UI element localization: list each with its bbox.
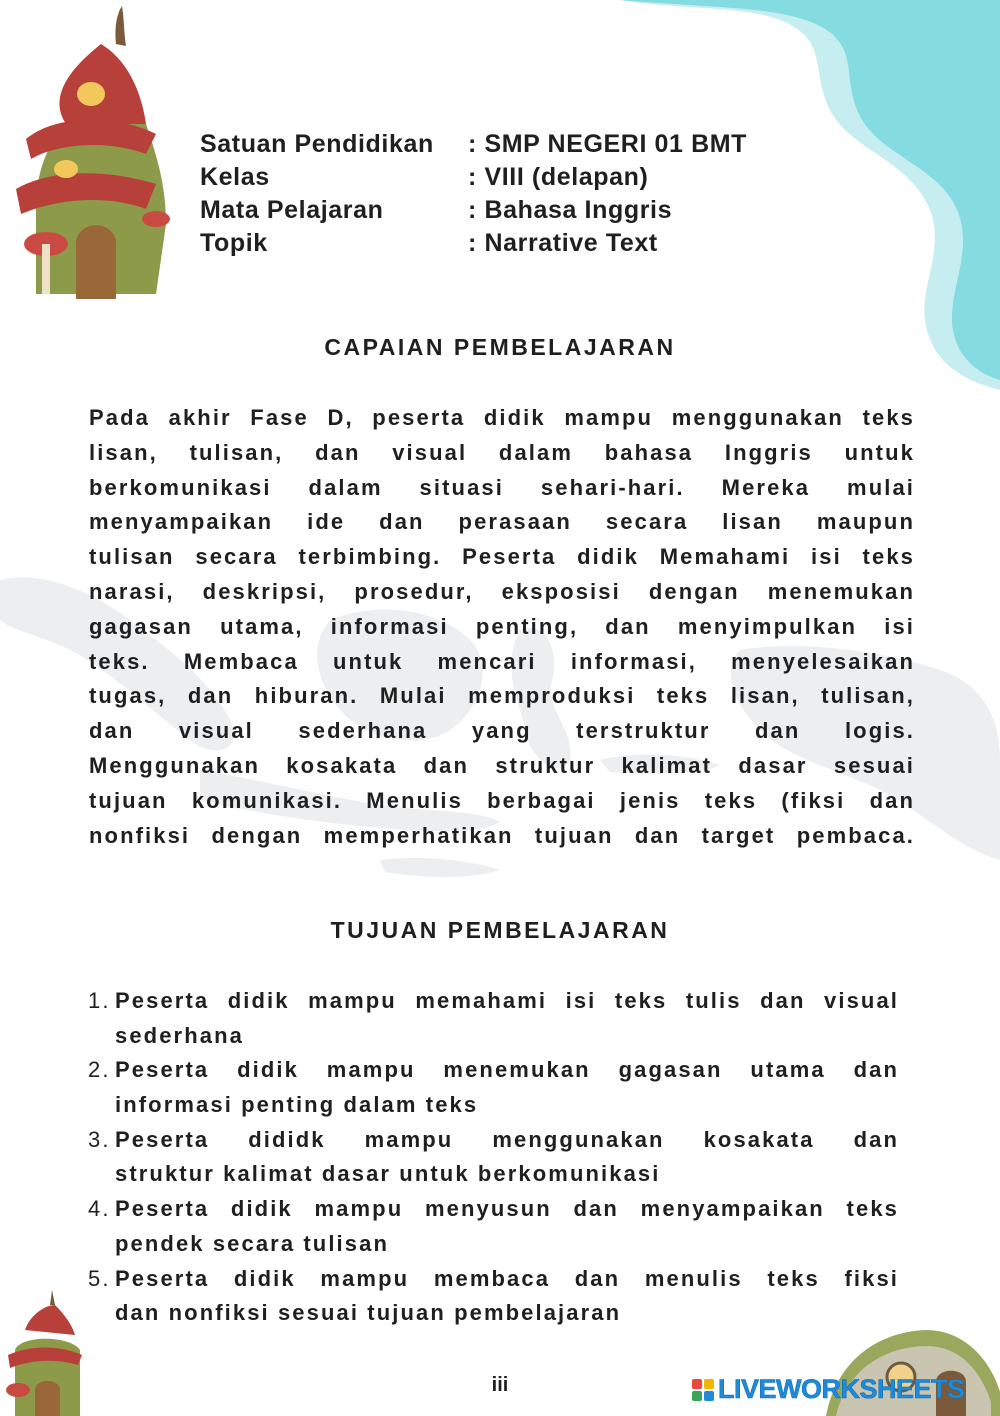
paragraph-line: berkomunikasi dalam situasi sehari-hari. Mereka mulai [89,474,915,500]
header-label: Topik [200,229,268,257]
page-number: iii [491,1374,509,1396]
header-row-topik [200,227,747,260]
header-value: : SMP NEGERI 01 BMT [468,130,748,158]
item-number: 4. [88,1196,111,1222]
mushroom-house-icon [0,1290,85,1416]
list-item [88,1192,899,1261]
paragraph-line: nonfiksi dengan memperhatikan tujuan dan target pembaca. [89,822,915,848]
item-text [115,1262,899,1331]
capaian-title: CAPAIAN PEMBELAJARAN [324,334,676,360]
item-text [115,1192,899,1261]
item-line: dan nonfiksi sesuai tujuan pembelajaran [115,1300,622,1326]
paragraph-line: tugas, dan hiburan. Mulai memproduksi teks lisan, tulisan, [89,683,915,709]
header-info [200,128,747,260]
item-text [115,1123,899,1192]
tujuan-title: TUJUAN PEMBELAJARAN [330,917,670,943]
paragraph-line: narasi, deskripsi, prosedur, eksposisi dengan menemukan [89,578,915,604]
brand-grid-icon [692,1379,714,1401]
header-value: : Narrative Text [468,229,658,257]
tujuan-list [88,984,899,1331]
header-row-mapel [200,194,747,227]
item-line: pendek secara tulisan [115,1230,389,1256]
capaian-paragraph [89,401,915,853]
header-label: Kelas [200,163,270,191]
paragraph-line: gagasan utama, informasi penting, dan menyimpulkan isi [89,613,915,639]
item-line: Peserta didik mampu menemukan gagasan utama dan [115,1057,899,1083]
fairy-house-icon [6,4,176,304]
item-line: struktur kalimat dasar untuk berkomunikasi [115,1161,661,1187]
header-label: Mata Pelajaran [200,196,384,224]
paragraph-line: lisan, tulisan, dan visual dalam bahasa Inggris untuk [89,439,915,465]
header-label: Satuan Pendidikan [200,130,434,158]
item-text [115,1053,899,1122]
header-value: : Bahasa Inggris [468,196,673,224]
item-line: informasi penting dalam teks [115,1092,479,1118]
item-number: 2. [88,1057,111,1083]
list-item [88,984,899,1053]
header-row-kelas [200,161,747,194]
item-line: Peserta didik mampu membaca dan menulis teks fiksi [115,1265,899,1291]
list-item [88,1123,899,1192]
item-line: Peserta dididk mampu menggunakan kosakata dan [115,1126,899,1152]
paragraph-line: Menggunakan kosakata dan struktur kalimat dasar sesuai [89,752,915,778]
paragraph-line: menyampaikan ide dan perasaan secara lisan maupun [89,509,915,535]
item-number: 5. [88,1265,111,1291]
item-number: 1. [88,988,111,1013]
item-text [115,984,899,1053]
list-item [88,1262,899,1331]
list-item [88,1053,899,1122]
header-value: : VIII (delapan) [468,163,649,191]
item-line: sederhana [115,1022,244,1048]
item-line: Peserta didik mampu menyusun dan menyampaikan teks [115,1196,899,1222]
paragraph-line: teks. Membaca untuk mencari informasi, menyelesaikan [89,648,915,674]
item-line: Peserta didik mampu memahami isi teks tulis dan visual [115,988,899,1013]
paragraph-line: tulisan secara terbimbing. Peserta didik Memahami isi teks [89,544,915,570]
header-row-satuan [200,128,747,161]
liveworksheets-logo[interactable] [692,1374,965,1405]
paragraph-line: Pada akhir Fase D, peserta didik mampu menggunakan teks [89,405,915,430]
item-number: 3. [88,1126,111,1152]
paragraph-line: tujuan komunikasi. Menulis berbagai jenis teks (fiksi dan [89,787,915,813]
brand-text: LIVEWORKSHEETS [718,1374,965,1404]
paragraph-line: dan visual sederhana yang terstruktur dan logis. [89,718,915,744]
